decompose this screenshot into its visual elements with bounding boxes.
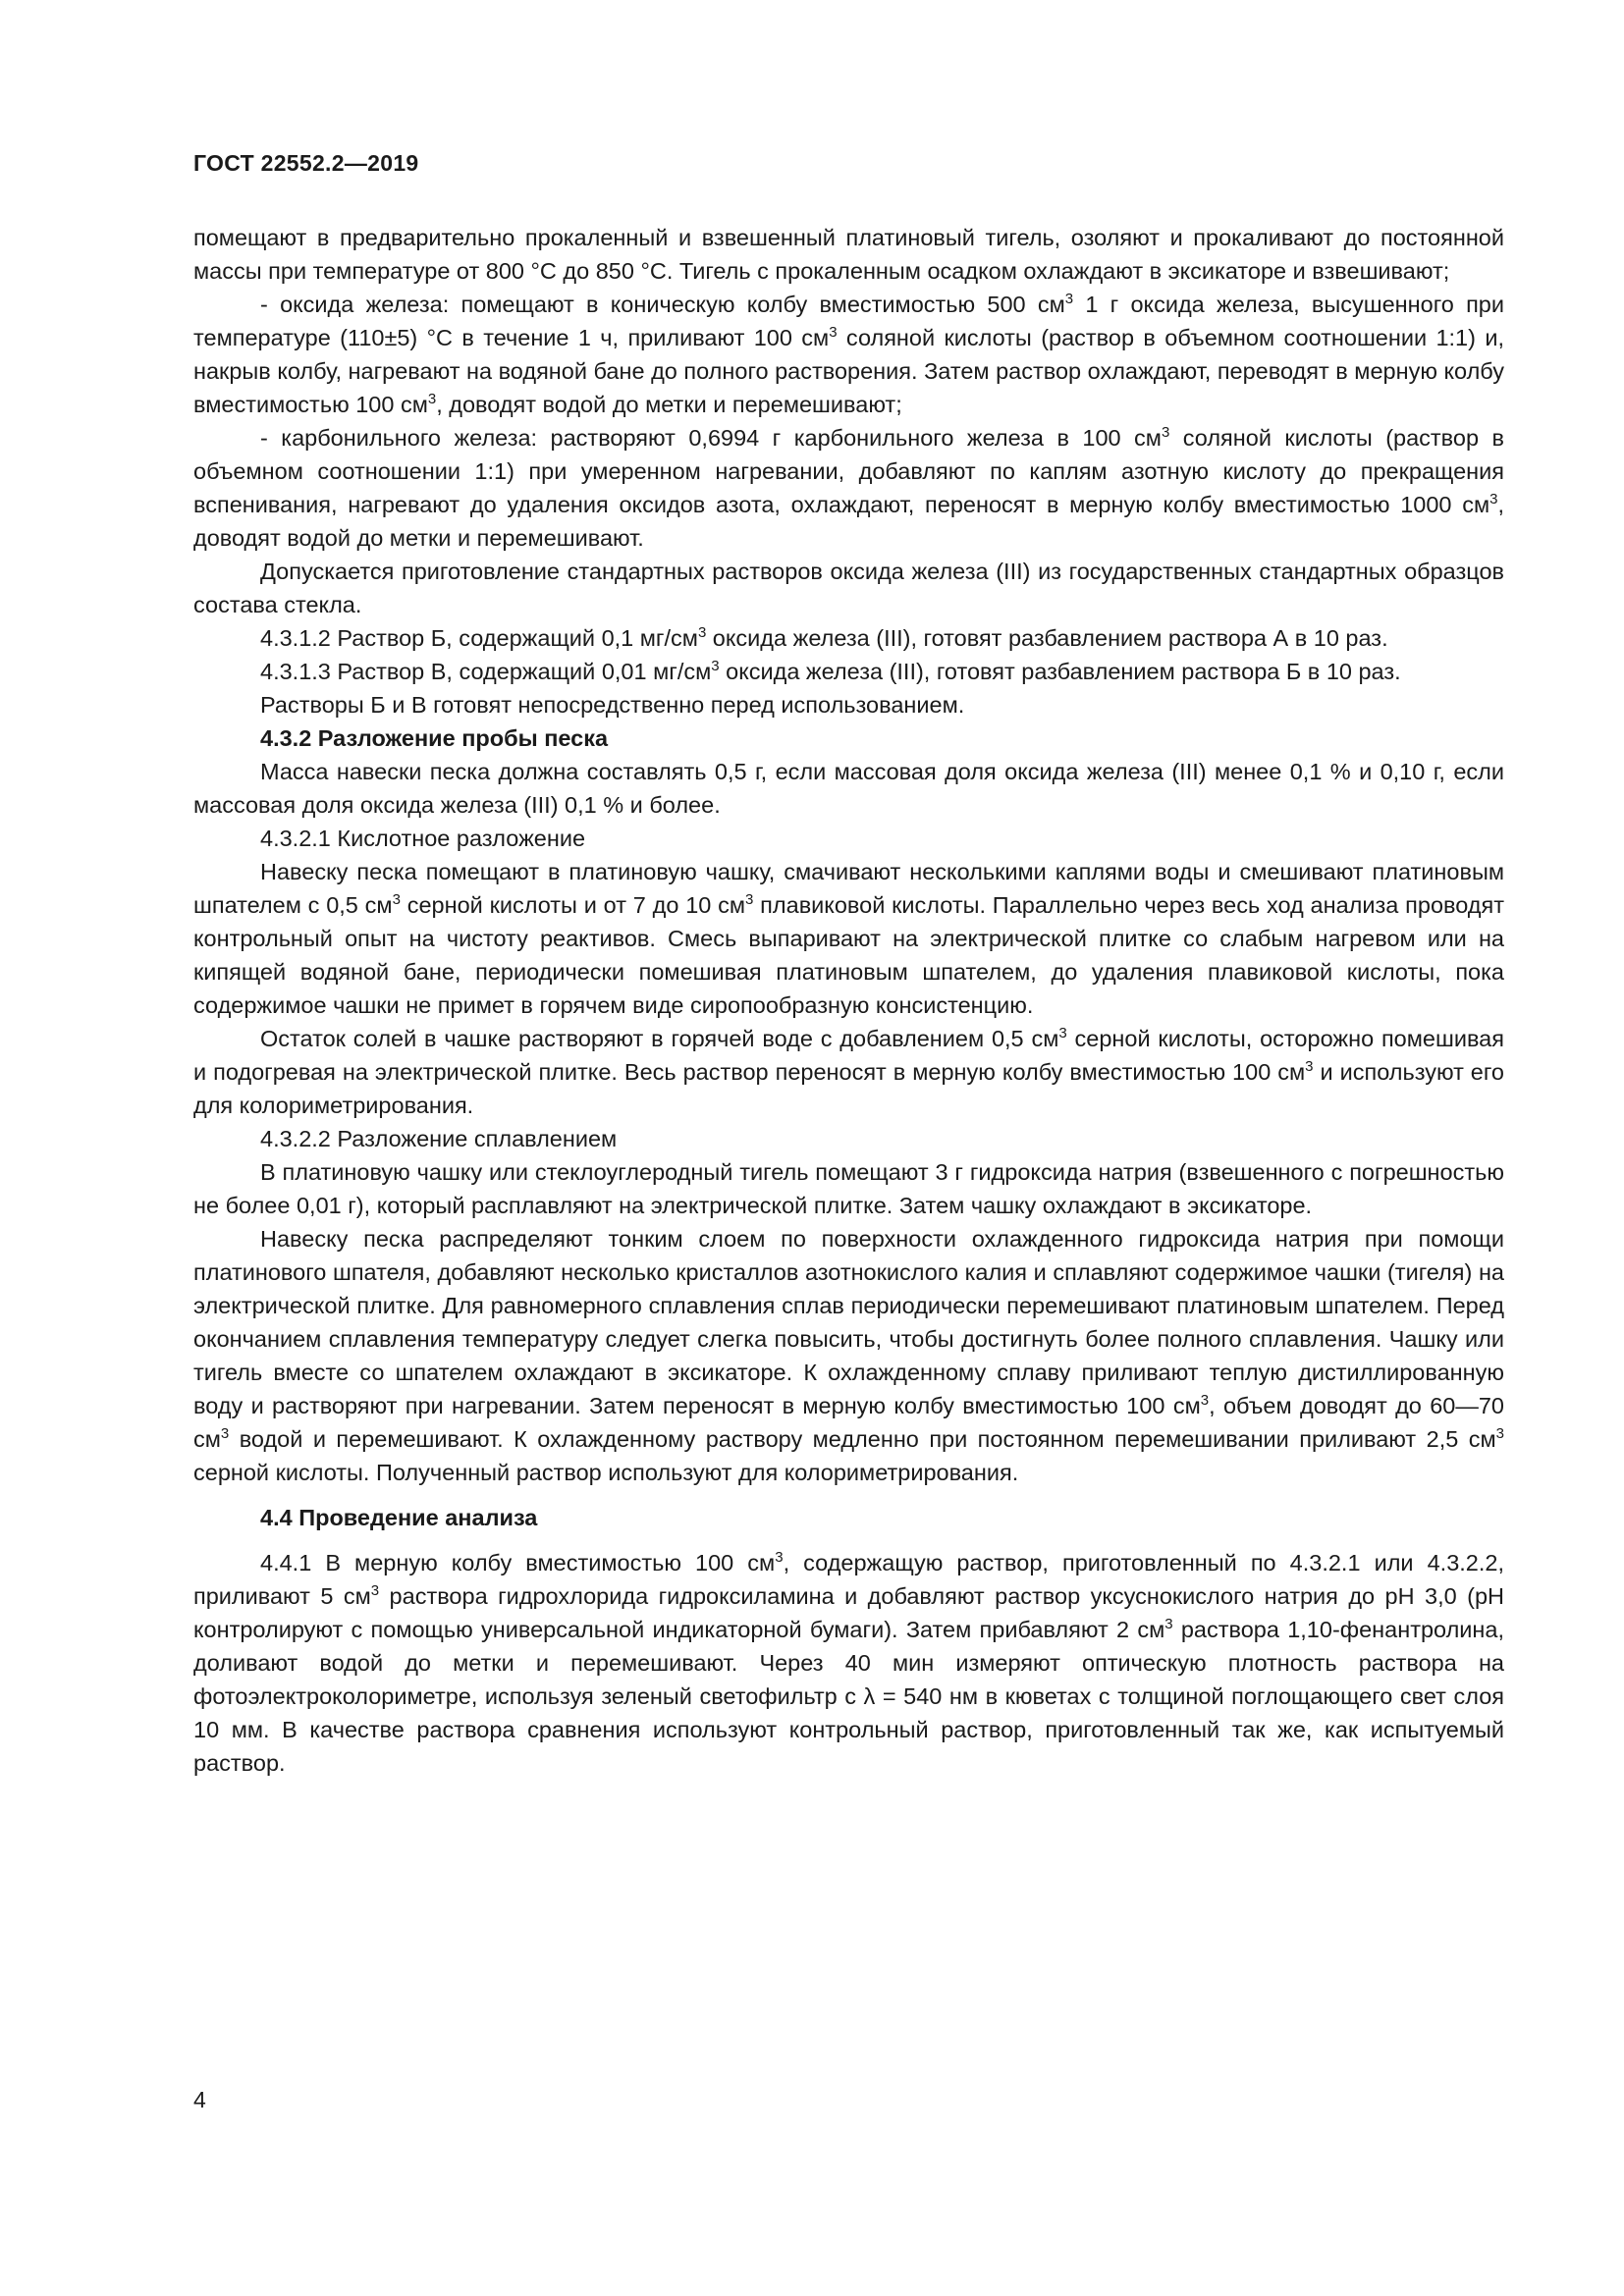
text: соляной кислоты (раствор в объемном соотношении 1:1) и, накрыв колбу, нагревают на водяной бане до полного растворения. Затем раствор охлаждают, переводят в мерную колбу вместимостью 100 см [193, 325, 1504, 417]
text: 4.4.1 В мерную колбу вместимостью 100 см [260, 1550, 776, 1575]
text: Навеску песка распределяют тонким слоем по поверхности охлажденного гидроксида натрия при помощи платинового шпателя, добавляют несколько кристаллов азотнокислого калия и сплавляют содержимое чашки (тигеля) на электрической плитке. Для равномерного сплавления сплав периодически перемешивают платиновым шпателем. Перед окончанием сплавления температуру следует слегка повысить, чтобы достигнуть более полного сплавления. Чашку или тигель вместе со шпателем охлаждают в эксикаторе. К охлажденному сплаву приливают теплую дистиллированную воду и растворяют при нагревании. Затем переносят в мерную колбу вместимостью 100 см [193, 1226, 1504, 1418]
section-heading: 4.3.2 Разложение пробы песка [260, 725, 609, 751]
text: , содержащую раствор, приготовленный по 4.3.2.1 или 4.3.2.2, приливают 5 см [193, 1550, 1504, 1609]
superscript: 3 [370, 1582, 380, 1600]
text: соляной кислоты (раствор в объемном соотношении 1:1) при умеренном нагревании, добавляют по каплям азотную кислоту до прекращения вспенивания, нагревают до удаления оксидов азота, охлаждают, переносят в мерную колбу вместимостью 1000 см [193, 425, 1504, 517]
text: , доводят водой до метки и перемешивают; [436, 392, 902, 417]
superscript: 3 [829, 324, 838, 342]
superscript: 3 [697, 624, 707, 642]
text: 4.3.1.3 Раствор В, содержащий 0,01 мг/см [260, 659, 712, 684]
paragraph [193, 1546, 1504, 1780]
paragraph [193, 1022, 1504, 1122]
paragraph [193, 1222, 1504, 1489]
superscript: 3 [1164, 1616, 1173, 1633]
text: Навеску песка помещают в платиновую чашку, смачивают несколькими каплями воды и смешивают платиновым шпателем с 0,5 см [193, 859, 1504, 918]
text: В платиновую чашку или стеклоуглеродный тигель помещают 3 г гидроксида натрия (взвешенного с погрешностью не более 0,01 г), который расплавляют на электрической плитке. Затем чашку охлаждают в эксикаторе. [193, 1159, 1504, 1218]
text: 1 г оксида железа, высушенного при температуре (110±5) °С в течение 1 ч, приливают 100 см [193, 292, 1504, 350]
text: водой и перемешивают. К охлажденному раствору медленно при постоянном перемешивании приливают 2,5 см [229, 1426, 1496, 1452]
paragraph [193, 1155, 1504, 1222]
paragraph [193, 288, 1504, 421]
text: - карбонильного железа: растворяют 0,6994 г карбонильного железа в 100 см [260, 425, 1162, 451]
paragraph [193, 855, 1504, 1022]
superscript: 3 [220, 1425, 230, 1443]
superscript: 3 [1161, 424, 1170, 442]
superscript: 3 [711, 658, 720, 675]
text: раствора гидрохлорида гидроксиламина и добавляют раствор уксуснокислого натрия до рН 3,0 (рН контролируют с помощью универсальной индикаторной бумаги). Затем прибавляют 2 см [193, 1583, 1504, 1642]
paragraph [193, 621, 1504, 655]
text: помещают в предварительно прокаленный и взвешенный платиновый тигель, озоляют и прокаливают до постоянной массы при температуре от 800 °С до 850 °С. Тигель с прокаленным осадком охлаждают в эксикаторе и взвешивают; [193, 225, 1504, 284]
document-code: ГОСТ 22552.2—2019 [193, 150, 419, 176]
paragraph [193, 688, 1504, 721]
text: и используют его для колориметрирования. [193, 1059, 1505, 1118]
paragraph [193, 421, 1504, 555]
superscript: 3 [1200, 1392, 1210, 1410]
text: серной кислоты. Полученный раствор используют для колориметрирования. [193, 1460, 1019, 1485]
paragraph [193, 221, 1504, 288]
paragraph [193, 655, 1504, 688]
text: 4.3.2.2 Разложение сплавлением [260, 1126, 618, 1151]
paragraph [193, 755, 1504, 822]
text: плавиковой кислоты. Параллельно через весь ход анализа проводят контрольный опыт на чистоту реактивов. Смесь выпаривают на электрической плитке со слабым нагревом или на кипящей водяной бане, периодически помешивая платиновым шпателем, до удаления плавиковой кислоты, пока содержимое чашки не примет в горячем виде сиропообразную консистенцию. [193, 892, 1504, 1018]
text: Растворы Б и В готовят непосредственно перед использованием. [260, 692, 965, 718]
text: 4.3.2.1 Кислотное разложение [260, 826, 586, 851]
text: , объем доводят до 60—70 см [193, 1393, 1504, 1452]
superscript: 3 [1058, 1025, 1067, 1042]
superscript: 3 [1489, 491, 1498, 508]
superscript: 3 [392, 891, 401, 909]
subsection-title [193, 822, 1504, 855]
superscript: 3 [775, 1549, 784, 1567]
text: Масса навески песка должна составлять 0,5 г, если массовая доля оксида железа (III) менее 0,1 % и 0,10 г, если массовая доля оксида железа (III) 0,1 % и более. [193, 759, 1504, 818]
superscript: 3 [1305, 1058, 1314, 1076]
section-heading: 4.4 Проведение анализа [260, 1505, 538, 1530]
subsection-title [193, 1122, 1504, 1155]
document-body [193, 221, 1504, 1780]
text: оксида железа (III), готовят разбавлением раствора Б в 10 раз. [719, 659, 1401, 684]
text: оксида железа (III), готовят разбавлением раствора А в 10 раз. [706, 625, 1388, 651]
text: , доводят водой до метки и перемешивают. [193, 492, 1504, 551]
text: Допускается приготовление стандартных растворов оксида железа (III) из государственных стандартных образцов состава стекла. [193, 559, 1504, 617]
text: Остаток солей в чашке растворяют в горячей воде с добавлением 0,5 см [260, 1026, 1059, 1051]
paragraph [193, 555, 1504, 621]
superscript: 3 [1495, 1425, 1504, 1443]
text: серной кислоты, осторожно помешивая и подогревая на электрической плитке. Весь раствор переносят в мерную колбу вместимостью 100 см [193, 1026, 1504, 1085]
text: 4.3.1.2 Раствор Б, содержащий 0,1 мг/см [260, 625, 698, 651]
superscript: 3 [745, 891, 754, 909]
page-number: 4 [193, 2087, 206, 2112]
text: - оксида железа: помещают в коническую колбу вместимостью 500 см [260, 292, 1065, 317]
superscript: 3 [427, 391, 437, 408]
text: серной кислоты и от 7 до 10 см [400, 892, 746, 918]
superscript: 3 [1064, 291, 1074, 308]
text: раствора 1,10-фенантролина, доливают водой до метки и перемешивают. Через 40 мин измеряют оптическую плотность раствора на фотоэлектроколориметре, используя зеленый светофильтр с λ = 540 нм в кюветах с толщиной поглощающего свет слоя 10 мм. В качестве раствора сравнения используют контрольный раствор, приготовленный так же, как испытуемый раствор. [193, 1617, 1505, 1776]
